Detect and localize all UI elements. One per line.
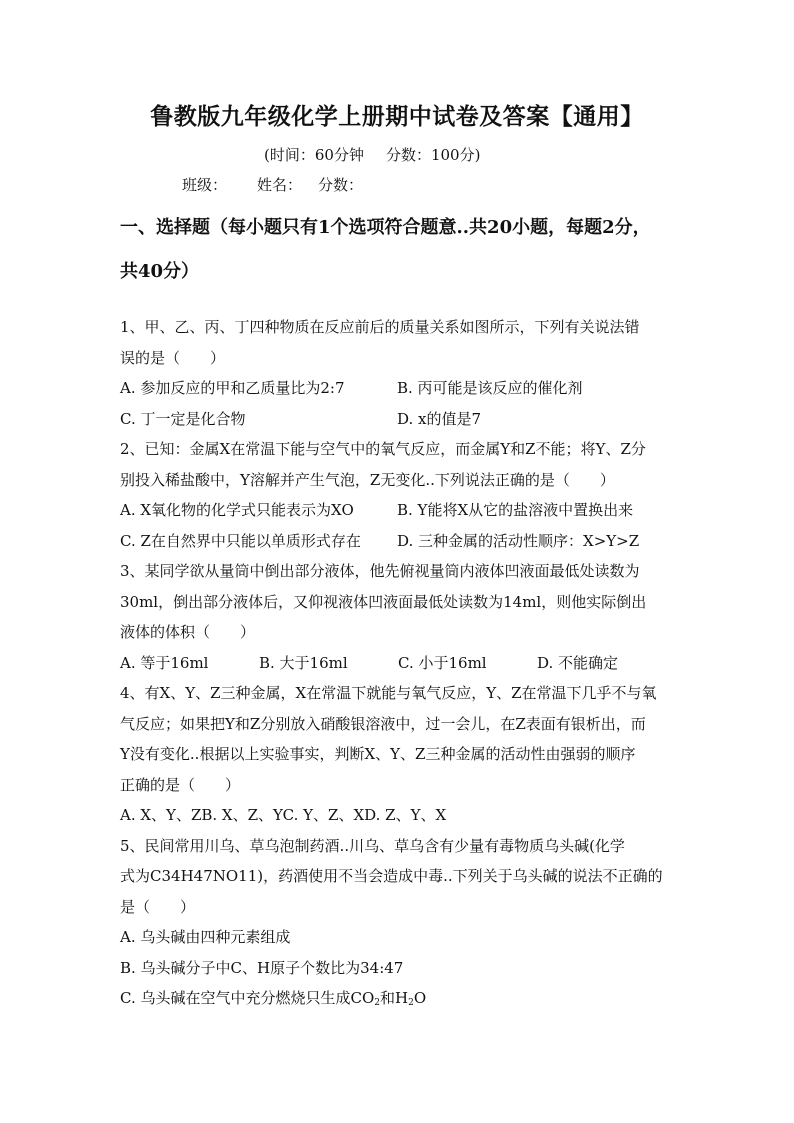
option-b: B. 大于16ml	[259, 653, 348, 672]
option-d: D. 不能确定	[537, 653, 619, 672]
question-stem-line: 液体的体积（ ）	[120, 623, 256, 641]
option-row	[120, 404, 680, 435]
option-a: A. 乌头碱由四种元素组成	[120, 928, 291, 946]
option-row	[120, 526, 680, 557]
question-stem-line: 是（ ）	[120, 897, 196, 916]
question-stem-line: 30ml，倒出部分液体后，又仰视液体凹液面最低处读数为14ml，则他实际倒出	[120, 592, 647, 611]
question-stem-line: 式为C34H47NO11)，药酒使用不当会造成中毒..下列关于乌头碱的说法不正确的	[120, 867, 663, 885]
option-c-text: C. 乌头碱在空气中充分燃烧只生成CO	[120, 989, 375, 1007]
option-b: B. 丙可能是该反应的催化剂	[397, 379, 583, 397]
class-field-label: 班级：	[182, 176, 228, 194]
option-c	[120, 983, 680, 1014]
question-stem-line: 2、已知：金属X在常温下能与空气中的氧气反应，而金属Y和Z不能；将Y、Z分	[120, 440, 646, 458]
question-stem-line: 4、有X、Y、Z三种金属，X在常温下就能与氧气反应，Y、Z在常温下几乎不与氧	[120, 684, 657, 702]
page-title: 鲁教版九年级化学上册期中试卷及答案【通用】	[150, 103, 644, 130]
subscript: 2	[408, 998, 414, 1008]
subscript: 2	[374, 998, 380, 1008]
option-a: A. 等于16ml	[120, 653, 209, 672]
option-c-text: O	[413, 989, 427, 1007]
question-stem-line: 3、某同学欲从量筒中倒出部分液体，他先俯视量筒内液体凹液面最低处读数为	[120, 562, 640, 580]
option-d: D. x的值是7	[397, 409, 482, 428]
question-stem-line: 误的是（ ）	[120, 348, 226, 367]
question-stem-line: 1、甲、乙、丙、丁四种物质在反应前后的质量关系如图所示，下列有关说法错	[120, 318, 640, 336]
option-row	[120, 648, 680, 679]
exam-info	[264, 144, 480, 165]
section-heading	[120, 206, 680, 294]
option-c: C. Z在自然界中只能以单质形式存在	[120, 531, 361, 550]
option-c-text: 和H	[380, 989, 409, 1007]
option-d: D. 三种金属的活动性顺序：X>Y>Z	[397, 531, 640, 550]
option-row	[120, 495, 680, 526]
option-a: A. X氧化物的化学式只能表示为XO	[120, 501, 354, 519]
exam-total-score: 分数：100分)	[385, 146, 481, 164]
section-heading-line: 共40分）	[120, 261, 200, 282]
question-stem-line: Y没有变化..根据以上实验事实，判断X、Y、Z三种金属的活动性由强弱的顺序	[120, 745, 636, 763]
question-stem-line: 别投入稀盐酸中，Y溶解并产生气泡，Z无变化..下列说法正确的是（ ）	[120, 470, 615, 489]
option-a: A. 参加反应的甲和乙质量比为2:7	[120, 379, 345, 397]
name-field-label: 姓名：	[257, 176, 303, 194]
question-stem-line: 正确的是（ ）	[120, 775, 241, 794]
option-c: C. 丁一定是化合物	[120, 409, 246, 428]
option-c: C. 小于16ml	[398, 653, 487, 672]
section-heading-line: 一、选择题（每小题只有1个选项符合题意..共20小题，每题2分，	[120, 217, 651, 238]
option-row	[120, 373, 680, 404]
question-stem-line: 气反应；如果把Y和Z分别放入硝酸银溶液中，过一会儿，在Z表面有银析出，而	[120, 714, 646, 733]
score-field-label: 分数：	[318, 176, 364, 194]
question-list	[120, 312, 680, 1014]
option-row: A. X、Y、ZB. X、Z、YC. Y、Z、XD. Z、Y、X	[120, 806, 447, 824]
option-b: B. Y能将X从它的盐溶液中置换出来	[397, 501, 634, 519]
option-b: B. 乌头碱分子中C、H原子个数比为34:47	[120, 958, 404, 977]
student-info-fields	[182, 174, 363, 195]
exam-time: (时间：60分钟	[264, 146, 364, 164]
question-stem-line: 5、民间常用川乌、草乌泡制药酒..川乌、草乌含有少量有毒物质乌头碱(化学	[120, 836, 625, 855]
